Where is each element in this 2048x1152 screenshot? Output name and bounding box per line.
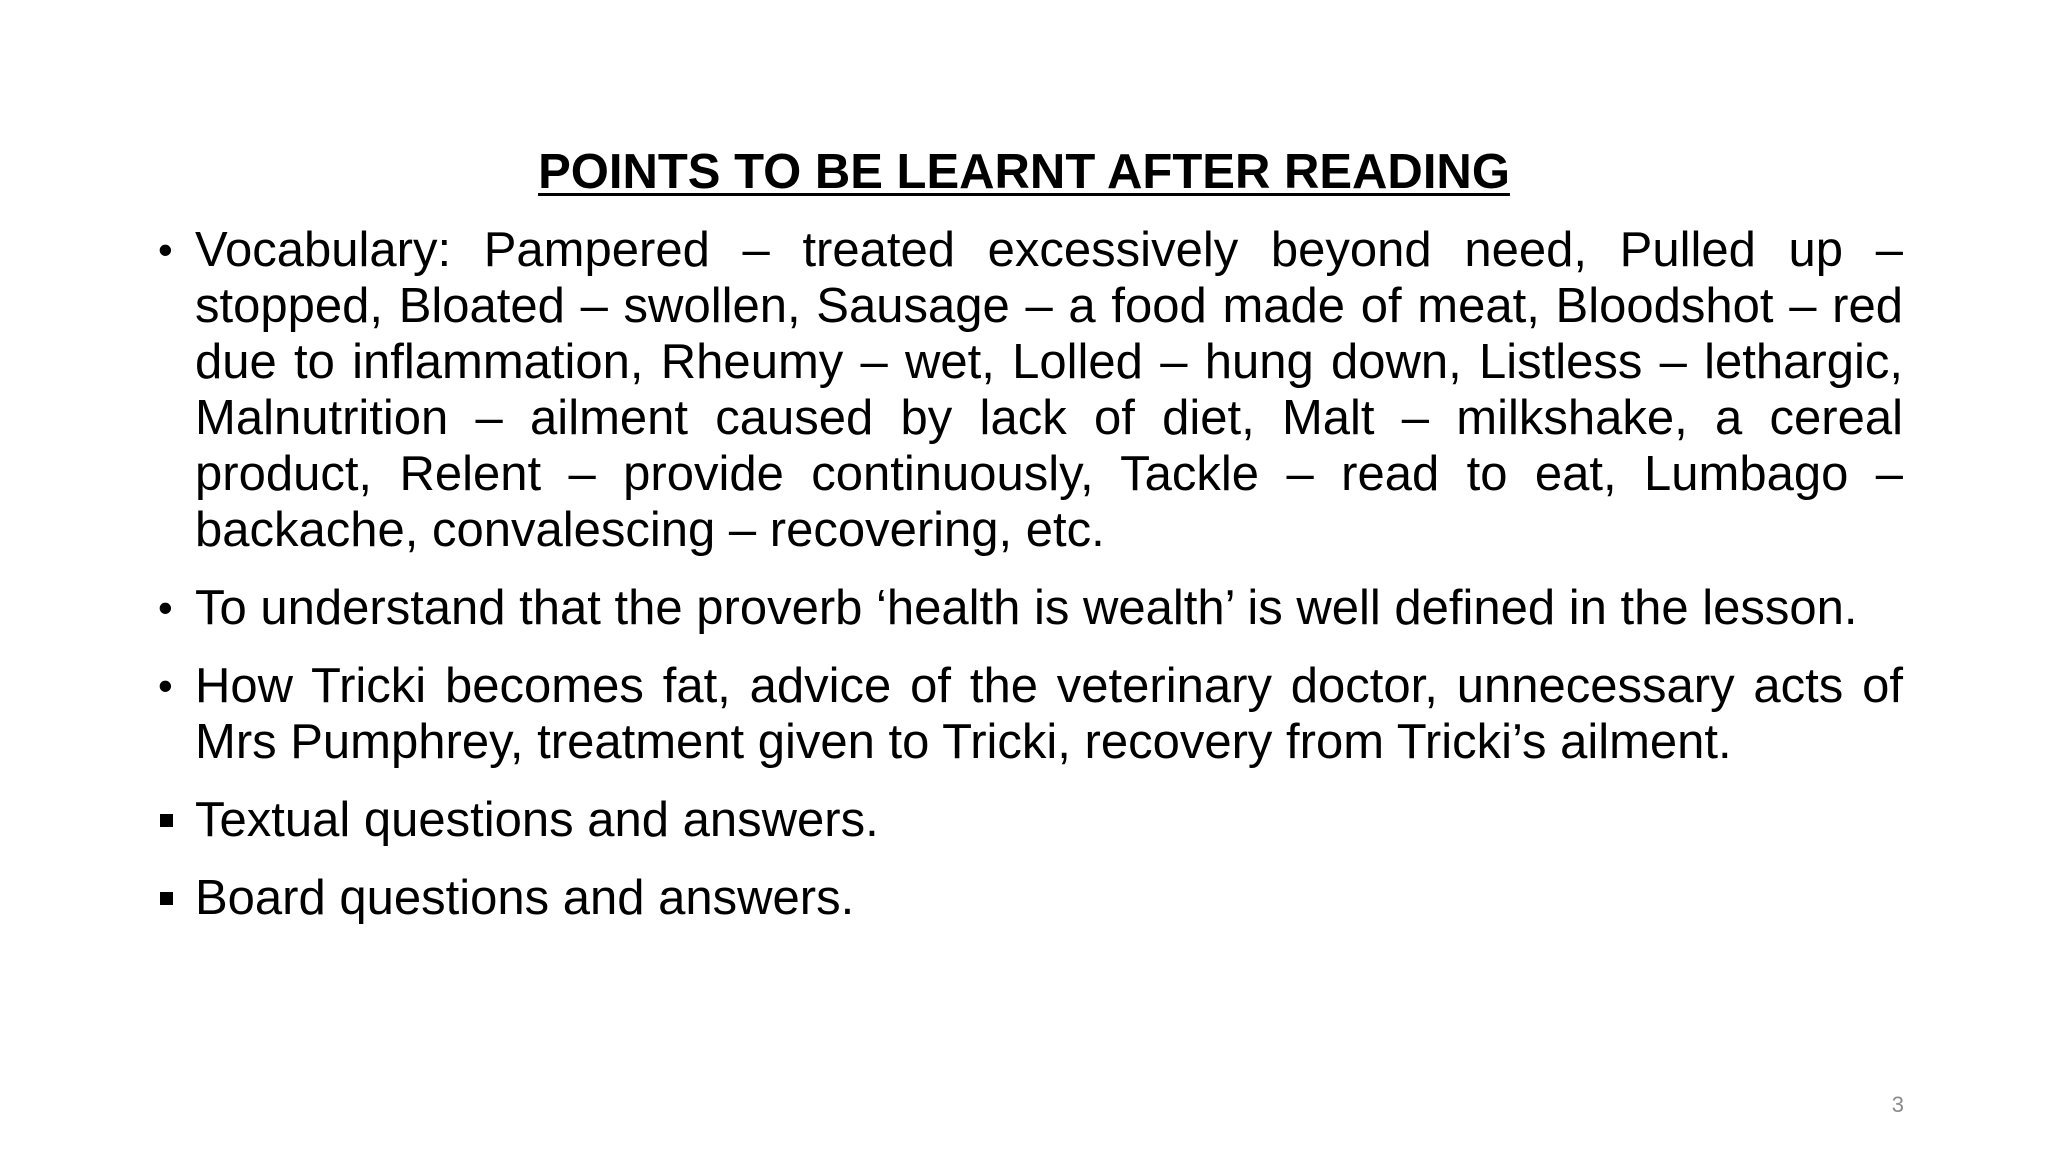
round-bullet-icon: • xyxy=(158,584,173,631)
bullet-item-textual-questions xyxy=(150,792,1903,848)
bullet-text: Vocabulary: Pampered – treated excessively beyond need, Pulled up – stopped, Bloated – swollen, Sausage – a food made of meat, Bloodshot – red due to inflammation, Rheumy – wet, Lolled – hung down, Listless – lethargic, Malnutrition – ailment caused by lack of diet, Malt – milkshake, a cereal product, Relent – provide continuously, Tackle – read to eat, Lumbago – backache, convalescing – recovering, etc. xyxy=(195,223,1903,557)
round-bullet-icon: • xyxy=(158,662,173,709)
square-bullet-icon xyxy=(160,892,173,905)
bullet-text: Board questions and answers. xyxy=(195,871,855,925)
bullet-text: Textual questions and answers. xyxy=(195,793,879,847)
round-bullet-icon: • xyxy=(158,226,173,273)
page-number: 3 xyxy=(1891,1092,1904,1117)
bullet-item-vocabulary xyxy=(150,222,1903,558)
square-bullet-icon xyxy=(160,814,173,827)
bullet-text: How Tricki becomes fat, advice of the veterinary doctor, unnecessary acts of Mrs Pumphrey, treatment given to Tricki, recovery from Tricki’s ailment. xyxy=(195,659,1903,769)
bullet-text: To understand that the proverb ‘health is wealth’ is well defined in the lesson. xyxy=(195,581,1858,635)
bullet-item-proverb xyxy=(150,580,1903,636)
bullet-list xyxy=(150,222,1903,948)
slide-title: POINTS TO BE LEARNT AFTER READING xyxy=(538,145,1510,199)
bullet-item-board-questions xyxy=(150,870,1903,926)
bullet-item-story-points xyxy=(150,658,1903,770)
